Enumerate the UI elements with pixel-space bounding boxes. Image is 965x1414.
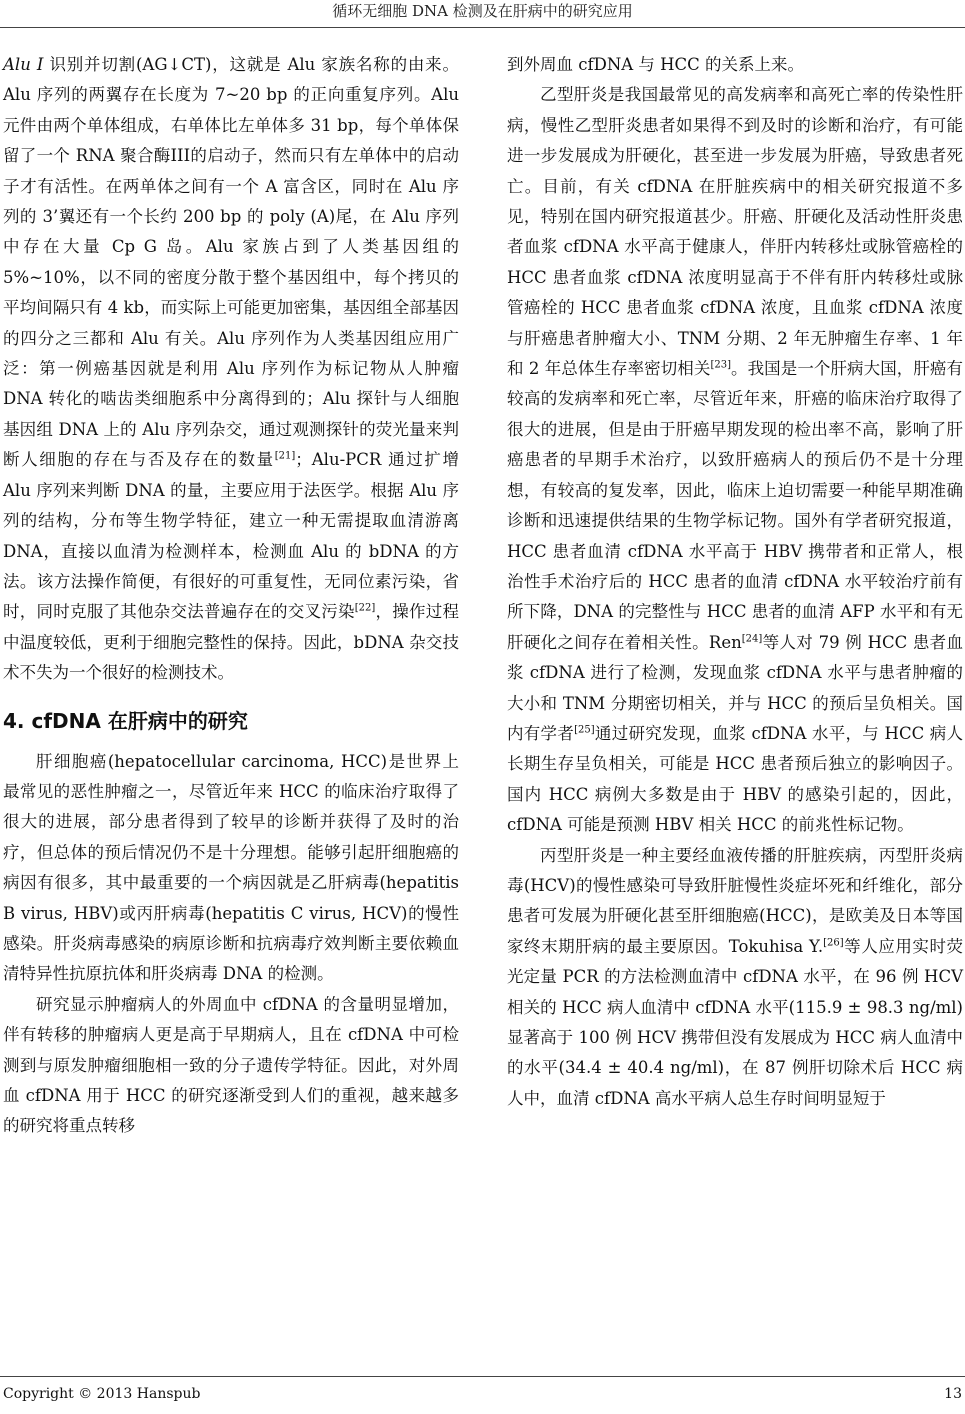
copyright-notice: Copyright © 2013 Hanspub [3, 1386, 201, 1402]
left-column [3, 50, 459, 1142]
paragraph [507, 841, 963, 1115]
citation-ref[interactable]: [22] [354, 602, 376, 614]
citation-ref[interactable]: [25] [574, 724, 595, 736]
running-header: 循环无细胞 DNA 检测及在肝病中的研究应用 [332, 2, 633, 20]
alu-i-italic: Alu I [3, 55, 44, 74]
paragraph: 肝细胞癌(hepatocellular carcinoma, HCC)是世界上最常见的恶性肿瘤之一，尽管近年来 HCC 的临床治疗取得了很大的进展，部分患者得到了较早的诊断并获得了及时的治疗，但总体的预后情况仍不是十分理想。能够引起肝细胞癌的病因有很多，其中最重要的一个病因就是乙肝病毒(hepatitis B virus, HBV)或丙肝病毒(hepatitis C virus, HCV)的慢性感染。肝炎病毒感染的病原诊断和抗病毒疗效判断主要依赖血清特异性抗原抗体和肝炎病毒 DNA 的检测。 [3, 751, 459, 984]
citation-ref[interactable]: [26] [823, 937, 844, 949]
paragraph-text: 等人应用实时荧光定量 PCR 的方法检测血清中 cfDNA 水平，在 96 例 HCV 相关的 HCC 病人血清中 cfDNA 水平(115.9 ± 98.3 ng/ml)显著高于 100 例 HCV 携带但没有发展成为 HCC 病人血清中的水平(34.4 ± 40.4 ng/ml)，在 87 例肝切除术后 HCC 病人中，血清 cfDNA 高水平病人总生存时间明显短于 [507, 936, 964, 1108]
citation-ref[interactable]: [24] [741, 633, 763, 645]
section-heading: 4. cfDNA 在肝病中的研究 [3, 708, 248, 733]
paragraph-text: 识别并切割(AG↓CT)，这就是 Alu 家族名称的由来。Alu 序列的两翼存在长度为 7~20 bp 的正向重复序列。Alu 元件由两个单体组成，右单体比左单体多 31 bp，每个单体保留了一个 RNA 聚合酶III的启动子，然而只有左单体中的启动子才有活性。在两单体之间有一个 A 富含区，同时在 Alu 序列的 3’翼还有一个长约 200 bp 的 poly (A)尾，在 Alu 序列中存在大量 Cp G 岛。Alu 家族占到了人类基因组的 5%~10%，以不同的密度分散于整个基因组中，每个拷贝的平均间隔只有 4 kb，而实际上可能更加密集，基因组全部基因的四分之三都和 Alu 有关。Alu 序列作为人类基因组应用广泛：第一例癌基因就是利用 Alu 序列作为标记物从人肿瘤 DNA 转化的啮齿类细胞系中分离得到的；Alu 探针与人细胞基因组 DNA 上的 Alu 序列杂交，通过观测探针的荧光量来判断人细胞的存在与否及存在的数量 [3, 55, 459, 470]
right-column [507, 50, 963, 1114]
paragraph-text: ；Alu-PCR 通过扩增 Alu 序列来判断 DNA 的量，主要应用于法医学。根据 Alu 序列的结构，分布等生物学特征，建立一种无需提取血清游离 DNA，直接以血清为检测样本，检测血 Alu 的 bDNA 的方法。该方法操作简便，有很好的可重复性，无同位素污染，省时，同时克服了其他杂交法普遍存在的交叉污染 [3, 450, 459, 622]
page-number: 13 [944, 1386, 962, 1402]
footer-divider [0, 1376, 965, 1377]
citation-ref[interactable]: [23] [710, 359, 731, 371]
paragraph [3, 50, 459, 689]
citation-ref[interactable]: [21] [274, 450, 296, 462]
header-divider [0, 27, 965, 28]
paragraph-text: 通过研究发现，血浆 cfDNA 水平，与 HCC 病人长期生存呈负相关，可能是 HCC 患者预后独立的影响因子。国内 HCC 病例大多数是由于 HBV 的感染引起的，因此，cfDNA 可能是预测 HBV 相关 HCC 的前兆性标记物。 [507, 723, 963, 835]
paragraph-text: 等人对 79 例 HCC 患者血浆 cfDNA 进行了检测，发现血浆 cfDNA 水平与患者肿瘤的大小和 TNM 分期密切相关，并与 HCC 的预后呈负相关。国内有学者 [507, 632, 963, 743]
paragraph [507, 80, 963, 840]
paragraph: 研究显示肿瘤病人的外周血中 cfDNA 的含量明显增加，伴有转移的肿瘤病人更是高于早期病人，且在 cfDNA 中可检测到与原发肿瘤细胞相一致的分子遗传学特征。因此，对外周血 cfDNA 用于 HCC 的研究逐渐受到人们的重视，越来越多的研究将重点转移 [3, 994, 459, 1136]
paragraph-text: 乙型肝炎是我国最常见的高发病率和高死亡率的传染性肝病，慢性乙型肝炎患者如果得不到及时的诊断和治疗，有可能进一步发展成为肝硬化，甚至进一步发展为肝癌，导致患者死亡。目前，有关 cfDNA 在肝脏疾病中的相关研究报道不多见，特别在国内研究报道甚少。肝癌、肝硬化及活动性肝炎患者血浆 cfDNA 水平高于健康人，伴肝内转移灶或脉管癌栓的 HCC 患者血浆 cfDNA 浓度明显高于不伴有肝内转移灶或脉管癌栓的 HCC 患者血浆 cfDNA 浓度，且血浆 cfDNA 浓度与肝癌患者肿瘤大小、TNM 分期、2 年无肿瘤生存率、1 年和 2 年总体生存率密切相关 [507, 85, 963, 379]
paragraph-text: 。我国是一个肝病大国，肝癌有较高的发病率和死亡率，尽管近年来，肝癌的临床治疗取得了很大的进展，但是由于肝癌早期发现的检出率不高，影响了肝癌患者的早期手术治疗，以致肝癌病人的预后仍不是十分理想，有较高的复发率，因此，临床上迫切需要一种能早期准确诊断和迅速提供结果的生物学标记物。国外有学者研究报道，HCC 患者血清 cfDNA 水平高于 HBV 携带者和正常人，根治性手术治疗后的 HCC 患者的血清 cfDNA 水平较治疗前有所下降，DNA 的完整性与 HCC 患者的血清 AFP 水平和有无肝硬化之间存在着相关性。Ren [507, 359, 963, 652]
paragraph-text: 丙型肝炎是一种主要经血液传播的肝脏疾病，丙型肝炎病毒(HCV)的慢性感染可导致肝脏慢性炎症坏死和纤维化，部分患者可发展为肝硬化甚至肝细胞癌(HCC)，是欧美及日本等国家终末期肝病的最主要原因。Tokuhisa Y. [507, 845, 963, 956]
paragraph: 到外周血 cfDNA 与 HCC 的关系上来。 [507, 55, 805, 74]
paragraph-text: ，操作过程中温度较低，更利于细胞完整性的保持。因此，bDNA 杂交技术不失为一个很好的检测技术。 [3, 602, 460, 683]
